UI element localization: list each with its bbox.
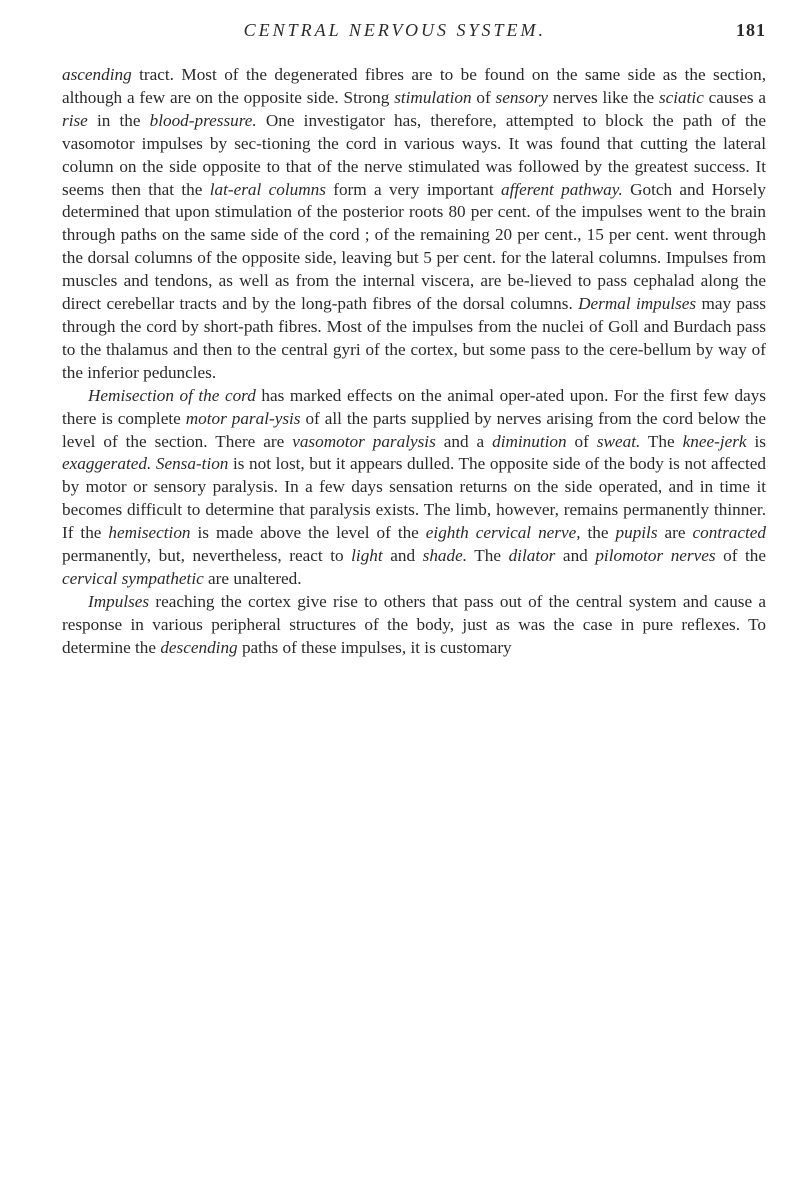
text-run: of [566, 431, 597, 451]
text-run: are unaltered. [203, 568, 302, 588]
text-run: nerves like the [548, 87, 659, 107]
text-run: permanently, but, nevertheless, react to [62, 546, 352, 566]
italic-run: motor paral-ysis [185, 408, 301, 428]
text-run: One investigator has, therefore, attempted to block the path of the vasomotor impulses by sec-tioning the cord in various ways. It was found that cutting the lateral column on the side opposite to that of the nerve stimulated was followed by the greatest success. It seems then that the [62, 110, 766, 199]
italic-run: sciatic [658, 87, 704, 107]
italic-run: light [351, 546, 383, 566]
paragraph [62, 385, 766, 591]
text-run: Gotch and Horsely determined that upon stimulation of the posterior roots 80 per cent. of the impulses went to the brain through paths on the same side of the cord ; of the remaining 20 per cent., 15 per cent. went through the dorsal columns of the opposite side, leaving but 5 per cent. for the lateral columns. Impulses from muscles and tendons, as well as from the internal viscera, are be-lieved to pass cephalad along the direct cerebellar tracts and by the long-path fibres of the dorsal columns. [62, 179, 766, 314]
running-title: CENTRAL NERVOUS SYSTEM. [243, 20, 546, 40]
page-number: 181 [736, 20, 766, 40]
italic-run: sensory [495, 87, 549, 107]
text-run: in the [87, 110, 150, 130]
italic-run: diminution [492, 431, 567, 451]
text-run: and a [435, 431, 493, 451]
italic-run: pupils [615, 523, 658, 543]
book-page [62, 20, 766, 660]
italic-run: ascending [62, 65, 132, 84]
text-run: may pass through the cord by short-path fibres. Most of the impulses from the nuclei of Goll and Burdach pass to the thalamus and then to the central gyri of the cortex, but some pass to the cere-bellum by way of the inferior peduncles. [62, 294, 766, 382]
text-run: of [471, 87, 496, 107]
italic-run: eighth cervical nerve, [425, 523, 581, 543]
italic-run: descending [160, 637, 238, 657]
italic-run: lat-eral columns [209, 179, 326, 199]
text-run: reaching the cortex give rise to others that pass out of the central system and cause a response in various peripheral structures of the body, just as was the case in pure reflexes. To determine the [62, 591, 766, 657]
text-run: The [640, 431, 683, 451]
paragraph [62, 64, 766, 385]
italic-run: shade. [422, 546, 468, 566]
italic-run: hemisection [108, 523, 191, 543]
text-run: of the [715, 546, 767, 566]
text-run: is not lost, but it appears dulled. The opposite side of the body is not affected by motor or sensory paralysis. In a few days sensation returns on the side operated, and in time it becomes difficult to determine that paralysis exists. The limb, however, remains permanently thinner. If the [62, 454, 767, 543]
italic-run: blood-pressure. [149, 110, 257, 130]
paragraph [62, 591, 766, 660]
text-run: tract. Most of the degenerated fibres are to be found on the same side as the section, although a few are on the opposite side. Strong [62, 65, 766, 107]
italic-run: stimulation [394, 87, 472, 107]
italic-run: sweat. [596, 431, 641, 451]
text-run: and [382, 546, 423, 566]
text-run: and [555, 546, 596, 566]
italic-run: Hemisection of the cord [88, 385, 256, 405]
text-run: is [746, 431, 766, 451]
italic-run: exaggerated. [62, 454, 152, 474]
text-run: causes a [703, 87, 766, 107]
text-run: The [467, 546, 509, 566]
italic-run: dilator [508, 546, 556, 566]
running-header [62, 20, 766, 64]
text-run: are [657, 523, 693, 543]
text-run: paths of these impulses, it is customary [237, 637, 512, 657]
text-run: the [580, 523, 616, 543]
text-run: is made above the level of the [190, 523, 426, 543]
italic-run: contracted [692, 523, 766, 543]
italic-run: pilomotor nerves [595, 546, 716, 566]
italic-run: Dermal impulses [578, 294, 697, 314]
text-run: form a very important [325, 179, 501, 199]
italic-run: knee-jerk [682, 431, 747, 451]
italic-run: cervical sympathetic [62, 568, 204, 588]
body-text [62, 64, 766, 660]
italic-run: Impulses [88, 591, 150, 611]
text-run: has marked effects on the animal oper-ated upon. For the first few days there is complete [62, 385, 767, 428]
italic-run: afferent pathway. [501, 179, 623, 199]
italic-run: vasomotor paralysis [292, 431, 436, 451]
italic-run: rise [62, 110, 88, 130]
text-run: of all the parts supplied by nerves arising from the cord below the level of the section. There are [62, 408, 766, 451]
italic-run: Sensa-tion [155, 454, 229, 474]
